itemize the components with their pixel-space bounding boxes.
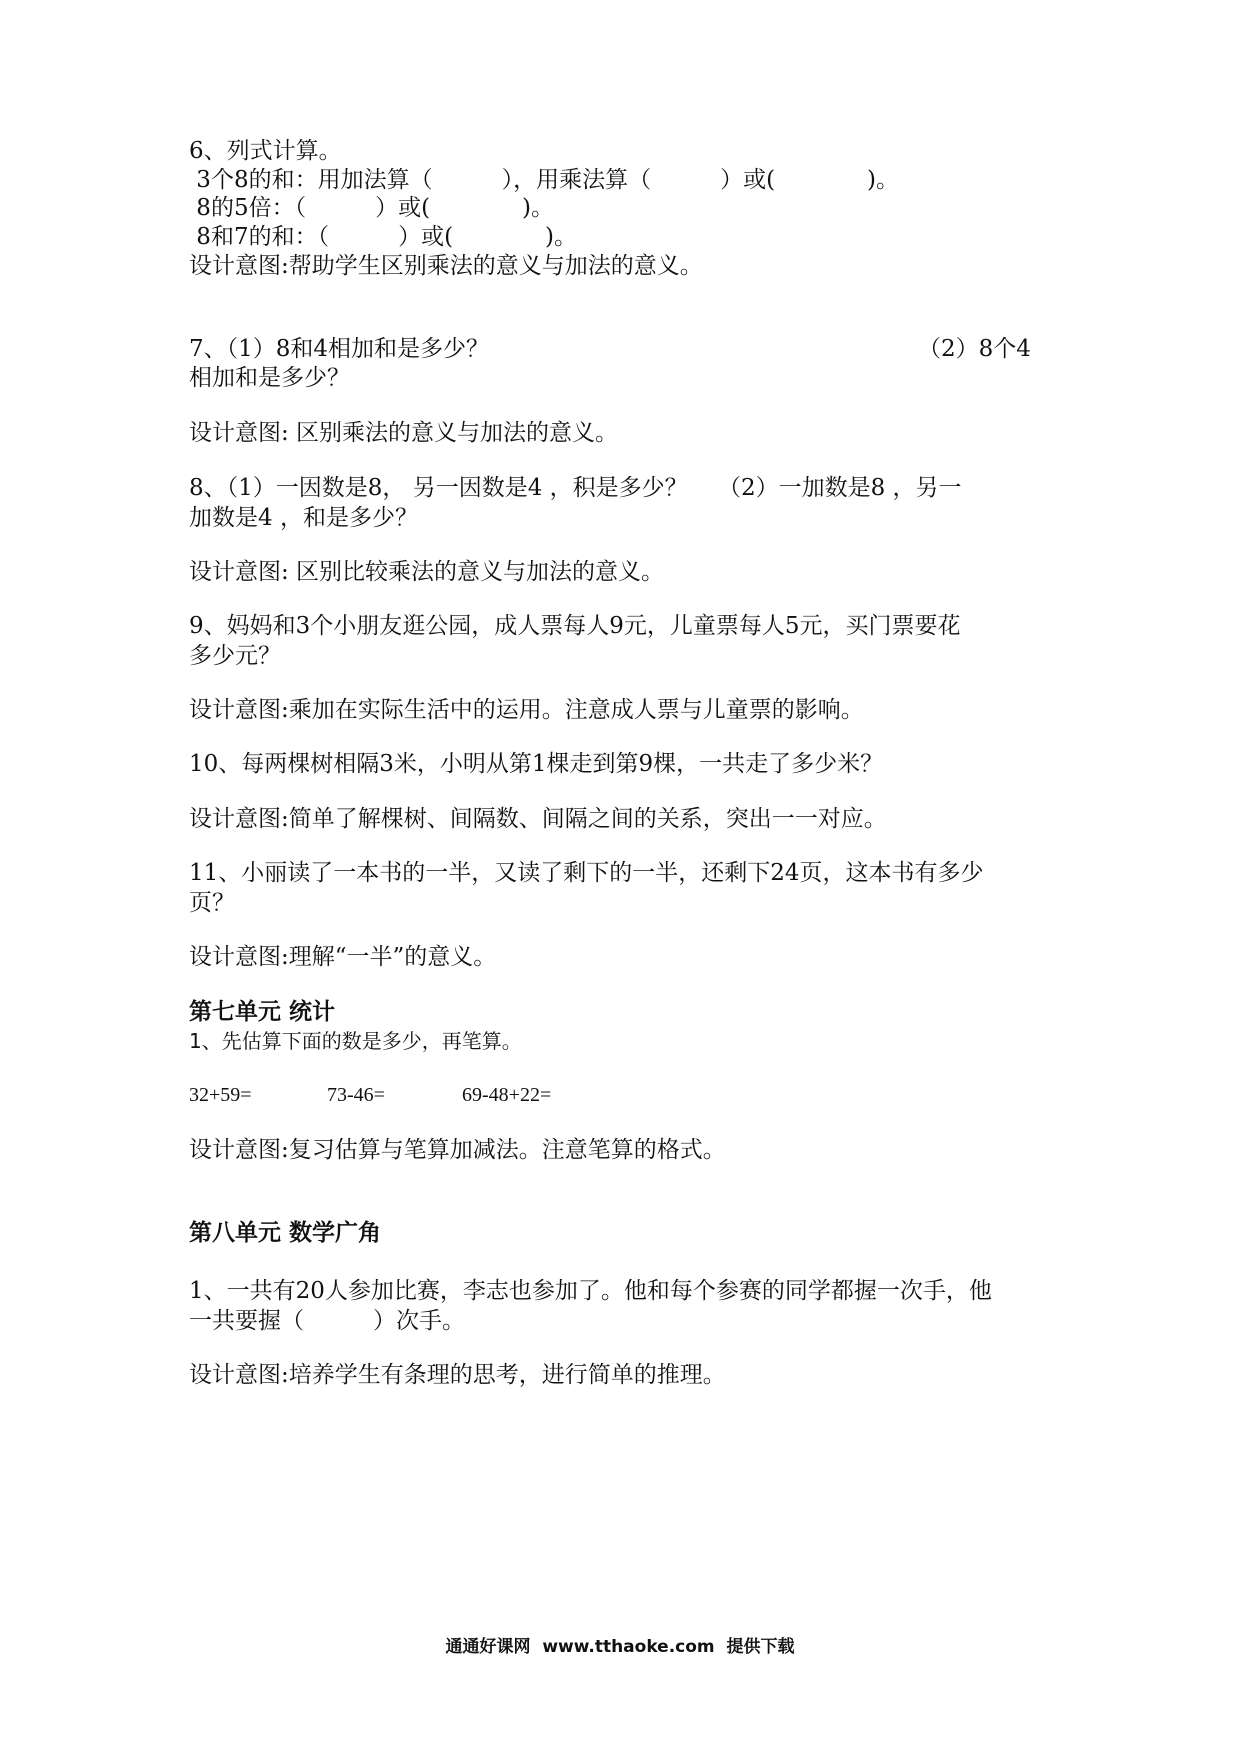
q7-line-2: 相加和是多少？ (189, 365, 350, 391)
q6-title: 6、列式计算。 (189, 138, 342, 164)
q11-line-1: 11、小丽读了一本书的一半，又读了剩下的一半，还剩下24页，这本书有多少 (189, 860, 984, 886)
q8-design-intent: 设计意图: 区别比较乘法的意义与加法的意义。 (189, 559, 665, 585)
formula-2: 73-46= (327, 1084, 385, 1106)
q6-line-3: 8和7的和：（ ）或( )。 (189, 224, 578, 250)
q6-design-intent: 设计意图:帮助学生区别乘法的意义与加法的意义。 (189, 253, 703, 279)
unit8-design-intent: 设计意图:培养学生有条理的思考，进行简单的推理。 (189, 1362, 726, 1388)
q7-part-2: （2）8个4 (918, 336, 1031, 362)
unit8-question-1-line-2: 一共要握（ ）次手。 (189, 1308, 465, 1334)
q7-part-1: 7、（1）8和4相加和是多少？ (189, 336, 490, 362)
q9-design-intent: 设计意图:乘加在实际生活中的运用。注意成人票与儿童票的影响。 (189, 697, 864, 723)
unit7-question-1: 1、先估算下面的数是多少，再笔算。 (189, 1029, 522, 1053)
q7-design-intent: 设计意图: 区别乘法的意义与加法的意义。 (189, 420, 619, 446)
q6-line-2: 8的5倍：（ ）或( )。 (189, 195, 555, 221)
q8-line-1: 8、（1）一因数是8， 另一因数是4 ，积是多少？ （2）一加数是8 ，另一 (189, 475, 962, 501)
q11-line-2: 页？ (189, 890, 235, 916)
formula-3: 69-48+22= (462, 1084, 552, 1106)
footer-source: 通通好课网 www.tthaoke.com 提供下载 (445, 1637, 795, 1657)
unit7-design-intent: 设计意图:复习估算与笔算加减法。注意笔算的格式。 (189, 1137, 726, 1163)
unit8-question-1-line-1: 1、一共有20人参加比赛，李志也参加了。他和每个参赛的同学都握一次手，他 (189, 1278, 992, 1304)
q10-design-intent: 设计意图:简单了解棵树、间隔数、间隔之间的关系，突出一一对应。 (189, 806, 887, 832)
unit7-heading: 第七单元 统计 (189, 999, 336, 1025)
formula-1: 32+59= (189, 1084, 252, 1106)
q9-line-2: 多少元？ (189, 643, 281, 669)
q9-line-1: 9、妈妈和3个小朋友逛公园，成人票每人9元，儿童票每人5元，买门票要花 (189, 613, 961, 639)
q11-design-intent: 设计意图:理解“一半”的意义。 (189, 944, 497, 970)
q8-line-2: 加数是4 ，和是多少？ (189, 505, 418, 531)
unit8-heading: 第八单元 数学广角 (189, 1220, 382, 1246)
q10-line-1: 10、每两棵树相隔3米，小明从第1棵走到第9棵，一共走了多少米？ (189, 751, 884, 777)
q6-line-1: 3个8的和：用加法算（ ），用乘法算（ ）或( )。 (189, 167, 900, 193)
